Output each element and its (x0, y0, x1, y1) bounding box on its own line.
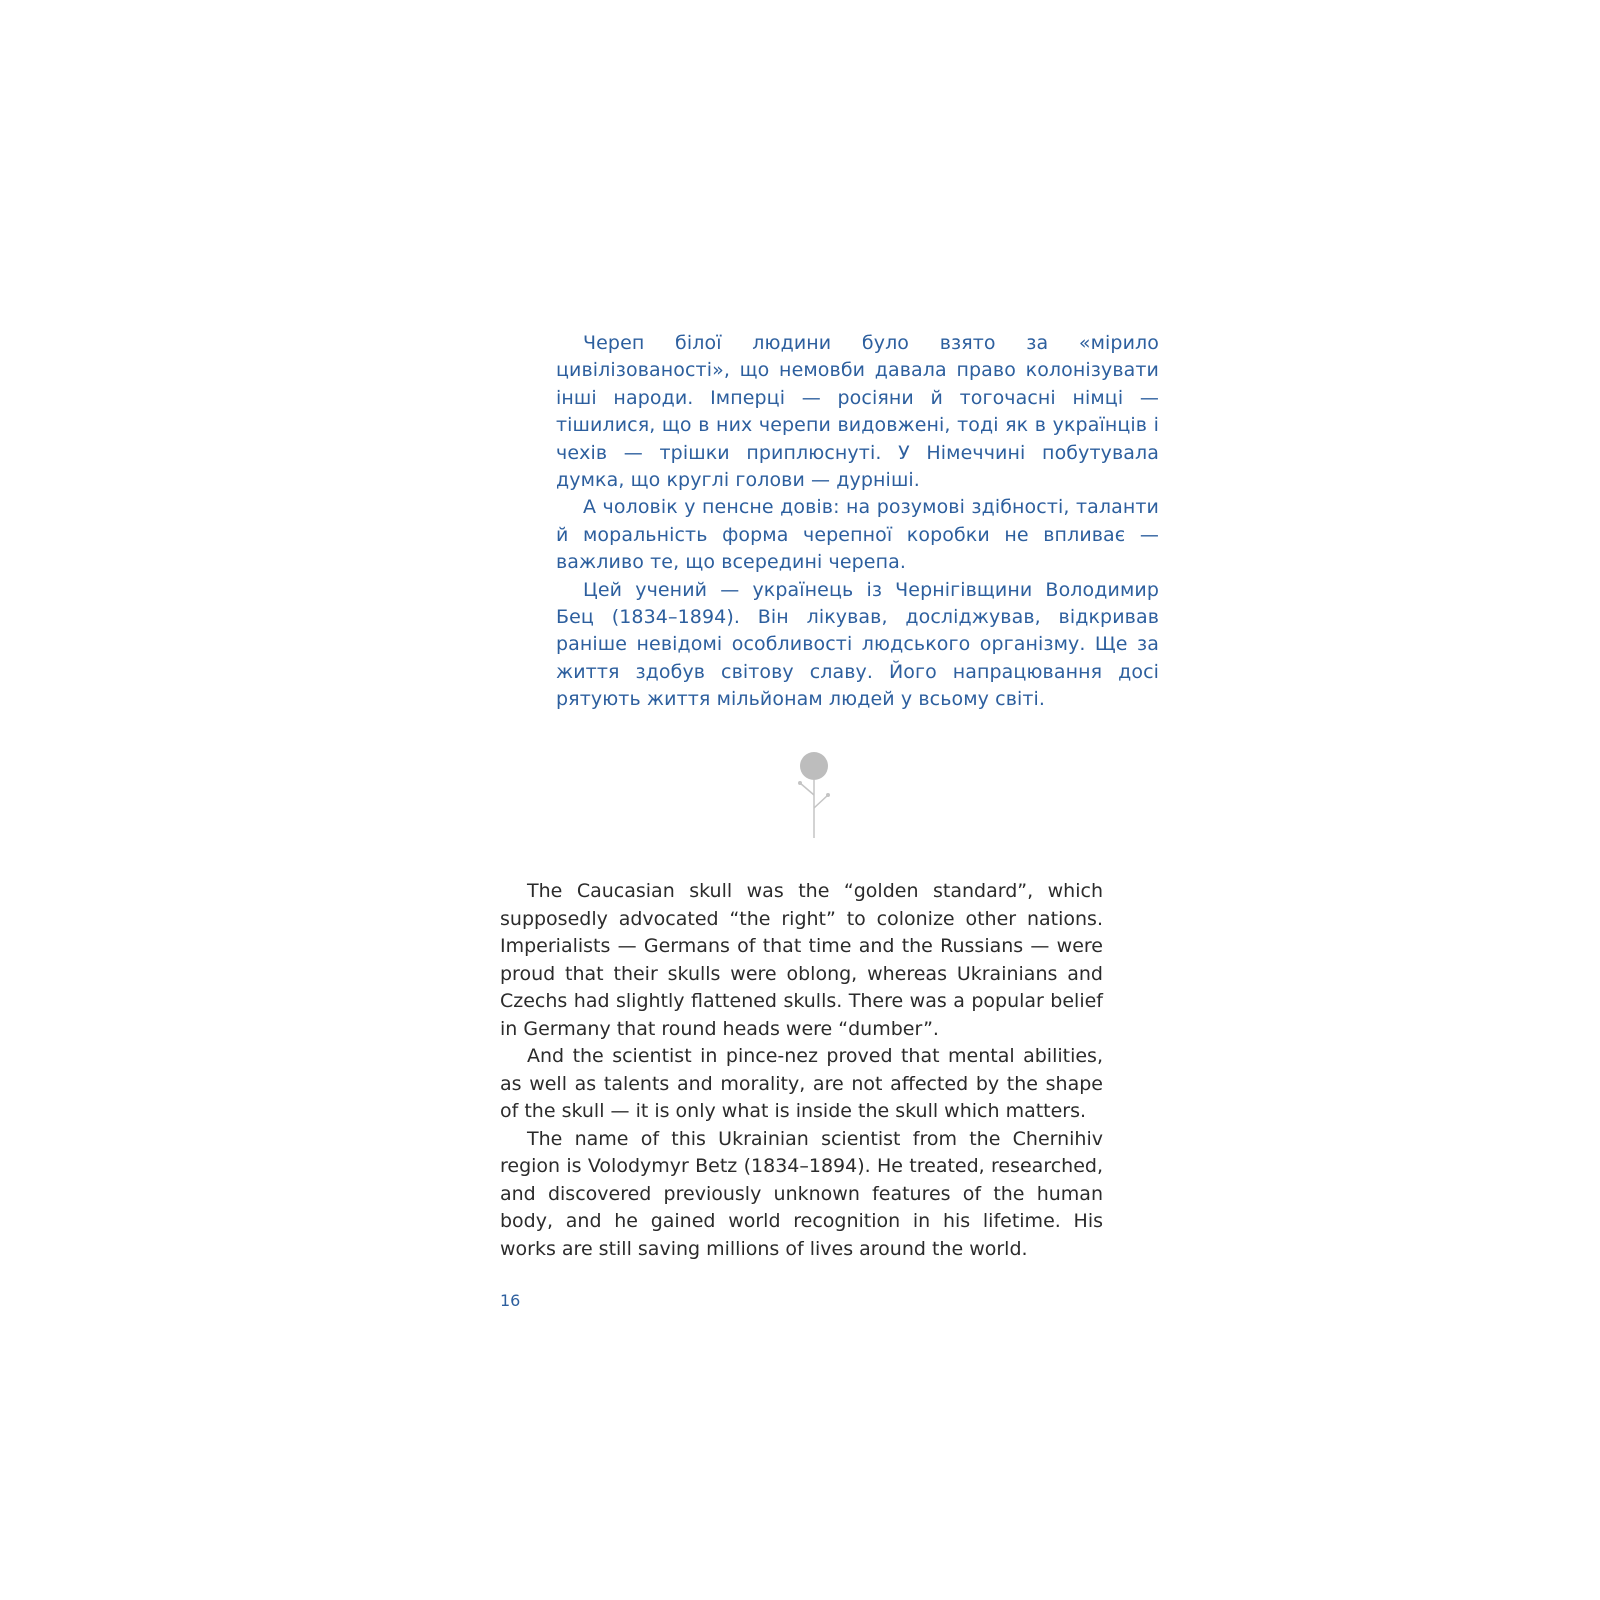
ukrainian-paragraph-1: Череп білої людини було взято за «мірило цивілізованості», що немовби давала право колонізувати інші народи. Імперці — росіяни й тогочасні німці — тішилися, що в них черепи видовжені, тоді як в українців і чехів — трішки приплюснуті. У Німеччині побутувала думка, що круглі голови — дурніші. (556, 332, 1159, 492)
ukrainian-text-block (556, 330, 1159, 714)
english-paragraph-3: The name of this Ukrainian scientist from the Chernihiv region is Volodymyr Betz (1834–1894). He treated, researched, and discovered previously unknown features of the human body, and he gained world recognition in his lifetime. His works are still saving millions of lives around the world. (500, 1127, 1103, 1260)
english-text-block (500, 878, 1103, 1263)
english-paragraph-1: The Caucasian skull was the “golden standard”, which supposedly advocated “the right” to colonize other nations. Imperialists — Germans of that time and the Russians — were proud that their skulls were oblong, whereas Ukrainians and Czechs had slightly flattened skulls. There was a popular belief in Germany that round heads were “dumber”. (500, 880, 1103, 1040)
ukrainian-paragraph-3: Цей учений — українець із Чернігівщини Володимир Бец (1834–1894). Він лікував, досліджував, відкривав раніше невідомі особливості людського організму. Ще за життя здобув світову славу. Його напрацювання досі рятують життя мільйонам людей у всьому світі. (556, 578, 1159, 711)
ukrainian-paragraph-2: А чоловік у пенсне довів: на розумові здібності, таланти й моральність форма черепної коробки не впливає — важливо те, що всередині черепа. (556, 496, 1159, 574)
english-paragraph-2: And the scientist in pince-nez proved that mental abilities, as well as talents and morality, are not affected by the shape of the skull — it is only what is inside the skull which matters. (500, 1045, 1103, 1122)
page-number: 16 (500, 1291, 521, 1310)
flower-stem-icon (794, 752, 834, 838)
